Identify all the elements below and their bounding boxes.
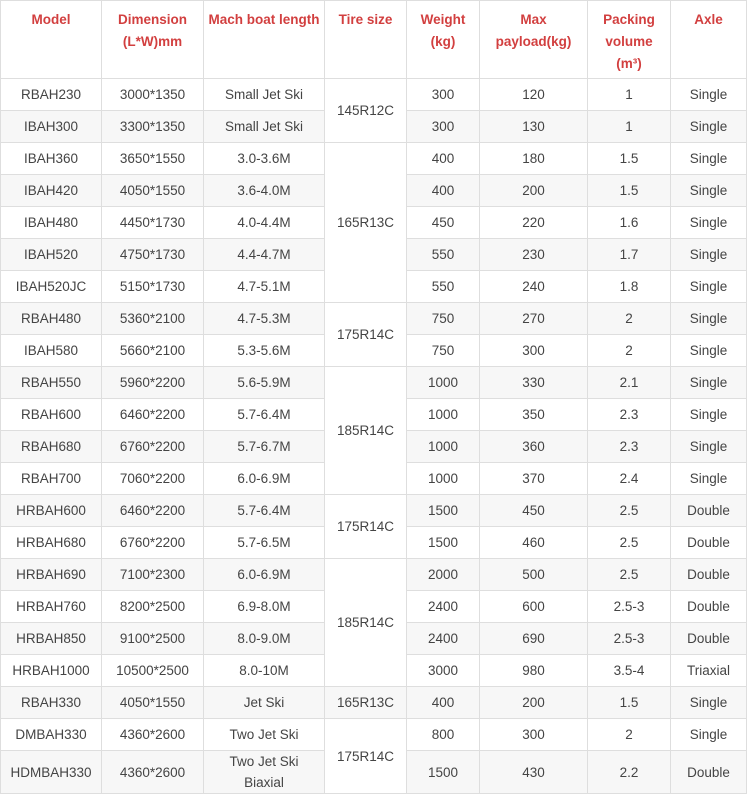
cell-model: HRBAH690 [1, 559, 102, 591]
cell-packing-volume: 2.5-3 [588, 623, 671, 655]
cell-max-payload: 690 [480, 623, 588, 655]
cell-packing-volume: 1.5 [588, 687, 671, 719]
cell-packing-volume: 3.5-4 [588, 655, 671, 687]
cell-boat-length: Small Jet Ski [204, 111, 325, 143]
cell-weight: 550 [407, 239, 480, 271]
cell-boat-length: 3.6-4.0M [204, 175, 325, 207]
cell-max-payload: 460 [480, 527, 588, 559]
cell-max-payload: 370 [480, 463, 588, 495]
cell-weight: 750 [407, 335, 480, 367]
cell-max-payload: 600 [480, 591, 588, 623]
header-packing-volume: Packing volume (m³) [588, 1, 671, 79]
cell-dimension: 3300*1350 [102, 111, 204, 143]
header-tire-size: Tire size [325, 1, 407, 79]
cell-max-payload: 200 [480, 687, 588, 719]
cell-weight: 2400 [407, 623, 480, 655]
cell-max-payload: 360 [480, 431, 588, 463]
cell-axle: Triaxial [671, 655, 747, 687]
cell-packing-volume: 1.5 [588, 175, 671, 207]
cell-weight: 1000 [407, 399, 480, 431]
cell-weight: 300 [407, 111, 480, 143]
cell-max-payload: 450 [480, 495, 588, 527]
cell-max-payload: 330 [480, 367, 588, 399]
cell-weight: 800 [407, 719, 480, 751]
cell-dimension: 8200*2500 [102, 591, 204, 623]
cell-axle: Single [671, 399, 747, 431]
table-header-row [1, 1, 747, 79]
cell-weight: 400 [407, 687, 480, 719]
cell-dimension: 5960*2200 [102, 367, 204, 399]
cell-model: IBAH360 [1, 143, 102, 175]
cell-boat-length: 4.7-5.1M [204, 271, 325, 303]
cell-axle: Double [671, 527, 747, 559]
cell-packing-volume: 2.3 [588, 431, 671, 463]
cell-dimension: 10500*2500 [102, 655, 204, 687]
table-body [1, 79, 747, 794]
cell-boat-length: 5.6-5.9M [204, 367, 325, 399]
cell-axle: Single [671, 143, 747, 175]
cell-boat-length: Small Jet Ski [204, 79, 325, 111]
cell-tire-size: 175R14C [325, 303, 407, 367]
cell-boat-length: Jet Ski [204, 687, 325, 719]
cell-weight: 1000 [407, 431, 480, 463]
cell-packing-volume: 1.8 [588, 271, 671, 303]
cell-dimension: 9100*2500 [102, 623, 204, 655]
header-dimension: Dimension (L*W)mm [102, 1, 204, 79]
cell-dimension: 6460*2200 [102, 399, 204, 431]
cell-max-payload: 500 [480, 559, 588, 591]
cell-packing-volume: 1 [588, 79, 671, 111]
cell-boat-length: 6.0-6.9M [204, 559, 325, 591]
table-row [1, 719, 747, 751]
cell-packing-volume: 1.6 [588, 207, 671, 239]
cell-max-payload: 130 [480, 111, 588, 143]
cell-packing-volume: 1.7 [588, 239, 671, 271]
cell-boat-length: 4.0-4.4M [204, 207, 325, 239]
cell-axle: Single [671, 431, 747, 463]
cell-boat-length: 4.4-4.7M [204, 239, 325, 271]
cell-max-payload: 220 [480, 207, 588, 239]
cell-packing-volume: 2.5 [588, 527, 671, 559]
cell-model: RBAH700 [1, 463, 102, 495]
cell-weight: 1000 [407, 367, 480, 399]
cell-axle: Single [671, 367, 747, 399]
cell-dimension: 6760*2200 [102, 431, 204, 463]
cell-dimension: 7100*2300 [102, 559, 204, 591]
cell-model: IBAH300 [1, 111, 102, 143]
cell-boat-length: 8.0-10M [204, 655, 325, 687]
cell-dimension: 6760*2200 [102, 527, 204, 559]
cell-tire-size: 165R13C [325, 143, 407, 303]
cell-axle: Double [671, 559, 747, 591]
cell-model: HDMBAH330 [1, 751, 102, 794]
cell-max-payload: 350 [480, 399, 588, 431]
cell-packing-volume: 2.1 [588, 367, 671, 399]
table-row [1, 79, 747, 111]
table-row [1, 495, 747, 527]
cell-model: HRBAH680 [1, 527, 102, 559]
cell-packing-volume: 2.5 [588, 559, 671, 591]
cell-boat-length: 8.0-9.0M [204, 623, 325, 655]
cell-boat-length: Two Jet Ski Biaxial [204, 751, 325, 794]
cell-boat-length: 6.9-8.0M [204, 591, 325, 623]
cell-axle: Double [671, 591, 747, 623]
cell-axle: Single [671, 79, 747, 111]
cell-max-payload: 300 [480, 719, 588, 751]
cell-model: IBAH480 [1, 207, 102, 239]
cell-model: HRBAH760 [1, 591, 102, 623]
cell-boat-length: Two Jet Ski [204, 719, 325, 751]
cell-max-payload: 270 [480, 303, 588, 335]
cell-weight: 300 [407, 79, 480, 111]
cell-boat-length: 5.7-6.4M [204, 495, 325, 527]
cell-weight: 750 [407, 303, 480, 335]
cell-max-payload: 300 [480, 335, 588, 367]
cell-model: RBAH600 [1, 399, 102, 431]
cell-weight: 1500 [407, 495, 480, 527]
table-row [1, 559, 747, 591]
cell-axle: Single [671, 687, 747, 719]
cell-tire-size: 165R13C [325, 687, 407, 719]
header-axle: Axle [671, 1, 747, 79]
cell-max-payload: 180 [480, 143, 588, 175]
cell-dimension: 4450*1730 [102, 207, 204, 239]
cell-max-payload: 240 [480, 271, 588, 303]
cell-packing-volume: 2.2 [588, 751, 671, 794]
cell-dimension: 3000*1350 [102, 79, 204, 111]
cell-model: IBAH520 [1, 239, 102, 271]
cell-max-payload: 980 [480, 655, 588, 687]
cell-packing-volume: 2.5 [588, 495, 671, 527]
cell-weight: 1500 [407, 527, 480, 559]
cell-boat-length: 6.0-6.9M [204, 463, 325, 495]
cell-packing-volume: 1.5 [588, 143, 671, 175]
cell-axle: Double [671, 623, 747, 655]
cell-dimension: 4050*1550 [102, 687, 204, 719]
cell-model: IBAH520JC [1, 271, 102, 303]
cell-dimension: 5150*1730 [102, 271, 204, 303]
cell-dimension: 4750*1730 [102, 239, 204, 271]
cell-boat-length: 5.7-6.4M [204, 399, 325, 431]
cell-dimension: 3650*1550 [102, 143, 204, 175]
table-row [1, 367, 747, 399]
cell-dimension: 6460*2200 [102, 495, 204, 527]
cell-tire-size: 175R14C [325, 495, 407, 559]
cell-weight: 3000 [407, 655, 480, 687]
cell-dimension: 4360*2600 [102, 719, 204, 751]
cell-boat-length: 5.3-5.6M [204, 335, 325, 367]
cell-model: IBAH580 [1, 335, 102, 367]
table-row [1, 143, 747, 175]
cell-dimension: 4050*1550 [102, 175, 204, 207]
cell-axle: Double [671, 495, 747, 527]
cell-packing-volume: 2 [588, 303, 671, 335]
cell-weight: 450 [407, 207, 480, 239]
cell-max-payload: 200 [480, 175, 588, 207]
cell-max-payload: 120 [480, 79, 588, 111]
header-weight: Weight (kg) [407, 1, 480, 79]
cell-weight: 1000 [407, 463, 480, 495]
cell-dimension: 5360*2100 [102, 303, 204, 335]
cell-model: RBAH680 [1, 431, 102, 463]
cell-dimension: 5660*2100 [102, 335, 204, 367]
table-row [1, 303, 747, 335]
cell-packing-volume: 2.3 [588, 399, 671, 431]
cell-weight: 2400 [407, 591, 480, 623]
cell-axle: Single [671, 271, 747, 303]
cell-packing-volume: 2.4 [588, 463, 671, 495]
cell-axle: Single [671, 239, 747, 271]
cell-model: HRBAH850 [1, 623, 102, 655]
cell-model: IBAH420 [1, 175, 102, 207]
cell-packing-volume: 2.5-3 [588, 591, 671, 623]
cell-boat-length: 3.0-3.6M [204, 143, 325, 175]
cell-boat-length: 5.7-6.5M [204, 527, 325, 559]
cell-tire-size: 185R14C [325, 559, 407, 687]
cell-axle: Single [671, 111, 747, 143]
table-row [1, 687, 747, 719]
cell-axle: Single [671, 303, 747, 335]
cell-weight: 2000 [407, 559, 480, 591]
cell-axle: Single [671, 175, 747, 207]
cell-axle: Double [671, 751, 747, 794]
cell-model: DMBAH330 [1, 719, 102, 751]
header-mach-boat-length: Mach boat length [204, 1, 325, 79]
cell-weight: 400 [407, 143, 480, 175]
cell-model: HRBAH1000 [1, 655, 102, 687]
cell-model: RBAH550 [1, 367, 102, 399]
cell-model: RBAH230 [1, 79, 102, 111]
header-model: Model [1, 1, 102, 79]
cell-dimension: 7060*2200 [102, 463, 204, 495]
cell-weight: 550 [407, 271, 480, 303]
cell-axle: Single [671, 719, 747, 751]
cell-tire-size: 185R14C [325, 367, 407, 495]
cell-packing-volume: 2 [588, 335, 671, 367]
cell-axle: Single [671, 463, 747, 495]
cell-dimension: 4360*2600 [102, 751, 204, 794]
cell-boat-length: 4.7-5.3M [204, 303, 325, 335]
cell-weight: 1500 [407, 751, 480, 794]
cell-packing-volume: 2 [588, 719, 671, 751]
cell-axle: Single [671, 207, 747, 239]
cell-model: RBAH330 [1, 687, 102, 719]
header-max-payload: Max payload(kg) [480, 1, 588, 79]
cell-axle: Single [671, 335, 747, 367]
cell-tire-size: 145R12C [325, 79, 407, 143]
cell-boat-length: 5.7-6.7M [204, 431, 325, 463]
cell-tire-size: 175R14C [325, 719, 407, 794]
cell-max-payload: 430 [480, 751, 588, 794]
cell-max-payload: 230 [480, 239, 588, 271]
cell-packing-volume: 1 [588, 111, 671, 143]
cell-model: RBAH480 [1, 303, 102, 335]
cell-model: HRBAH600 [1, 495, 102, 527]
cell-weight: 400 [407, 175, 480, 207]
